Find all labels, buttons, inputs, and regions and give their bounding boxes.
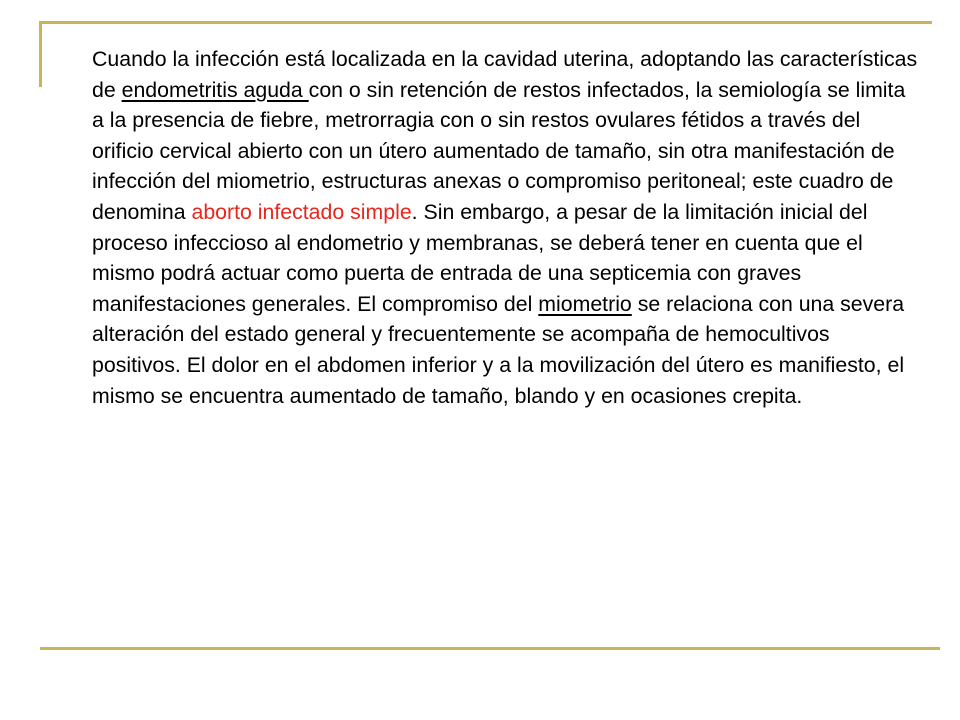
top-decorative-rule xyxy=(40,21,932,24)
bottom-decorative-rule xyxy=(40,647,940,650)
paragraph-segment-4: se relaciona con una severa alteración del estado general y frecuentemente se acompaña de hemocultivos positivos. El dolor en el abdomen inferior y a la movilización del útero es manifiesto, el mismo se encuentra aumentado de tamaño, blando y en ocasiones crepita. xyxy=(92,291,905,408)
paragraph-segment-1: Cuando la infección está localizada en la cavidad uterina, adoptando las características de xyxy=(92,47,918,102)
term-miometrio: miometrio xyxy=(538,291,632,316)
paragraph-segment-3: . Sin embargo, a pesar de la limitación inicial del proceso infeccioso al endometrio y membranas, se deberá tener en cuenta que el mismo podrá actuar como puerta de entrada de una septicemia con graves manifestaciones generales. El compromiso del xyxy=(92,199,868,316)
term-aborto-infectado-simple: aborto infectado simple xyxy=(191,199,412,224)
slide-body-paragraph xyxy=(92,44,922,411)
term-endometritis-aguda: endometritis aguda xyxy=(121,77,309,102)
paragraph-segment-2: con o sin retención de restos infectados, la semiología se limita a la presencia de fiebre, metrorragia con o sin restos ovulares fétidos a través del orificio cervical abierto con un útero aumentado de tamaño, sin otra manifestación de infección del miometrio, estructuras anexas o compromiso peritoneal; este cuadro de denomina xyxy=(92,77,906,224)
left-decorative-rule xyxy=(39,21,42,87)
